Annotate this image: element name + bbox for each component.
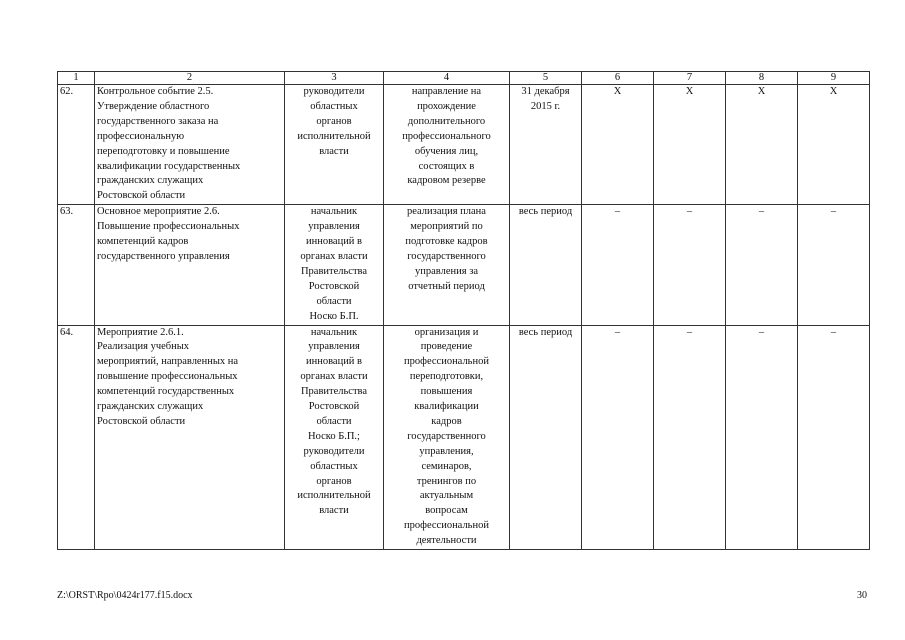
header-cell: 6 [582,72,654,85]
file-path: Z:\ORST\Rpo\0424r177.f15.docx [57,590,193,601]
page-number: 30 [857,590,867,601]
col7-cell: – [654,205,726,325]
row-number: 63. [58,205,95,325]
result-cell: направление на прохождение дополнительного профессионального обучения лиц, состоящих в кадровом резерве [384,85,510,205]
col9-cell: – [798,205,870,325]
col8-cell: – [726,325,798,550]
result-cell: организация и проведение профессиональной переподготовки, повышения квалификации кадров государственного управления, семинаров, тренингов по актуальным вопросам профессиональной деятельности [384,325,510,550]
executor-cell: начальник управления инноваций в органах власти Правительства Ростовской области Носко Б.П.; руководители областных органов исполнительной власти [285,325,384,550]
deadline-cell: весь период [510,325,582,550]
col7-cell: – [654,325,726,550]
col8-cell: X [726,85,798,205]
col9-cell: X [798,85,870,205]
header-cell: 8 [726,72,798,85]
col7-cell: X [654,85,726,205]
deadline-cell: весь период [510,205,582,325]
header-cell: 7 [654,72,726,85]
row-number: 64. [58,325,95,550]
header-cell: 2 [95,72,285,85]
event-name: Мероприятие 2.6.1. Реализация учебных мероприятий, направленных на повышение профессиональных компетенций государственных гражданских служащих Ростовской области [95,325,285,550]
header-cell: 9 [798,72,870,85]
table-row [58,85,870,205]
deadline-cell: 31 декабря 2015 г. [510,85,582,205]
executor-cell: руководители областных органов исполнительной власти [285,85,384,205]
table-row [58,205,870,325]
col9-cell: – [798,325,870,550]
col6-cell: – [582,325,654,550]
row-number: 62. [58,85,95,205]
event-name: Контрольное событие 2.5. Утверждение областного государственного заказа на профессиональную переподготовку и повышение квалификации государственных гражданских служащих Ростовской области [95,85,285,205]
table-row [58,325,870,550]
executor-cell: начальник управления инноваций в органах власти Правительства Ростовской области Носко Б.П. [285,205,384,325]
col8-cell: – [726,205,798,325]
header-cell: 1 [58,72,95,85]
header-cell: 5 [510,72,582,85]
result-cell: реализация плана мероприятий по подготовке кадров государственного управления за отчетный период [384,205,510,325]
col6-cell: – [582,205,654,325]
plan-table [57,71,870,550]
header-cell: 3 [285,72,384,85]
table-header-row [58,72,870,85]
col6-cell: X [582,85,654,205]
event-name: Основное мероприятие 2.6. Повышение профессиональных компетенций кадров государственного управления [95,205,285,325]
header-cell: 4 [384,72,510,85]
